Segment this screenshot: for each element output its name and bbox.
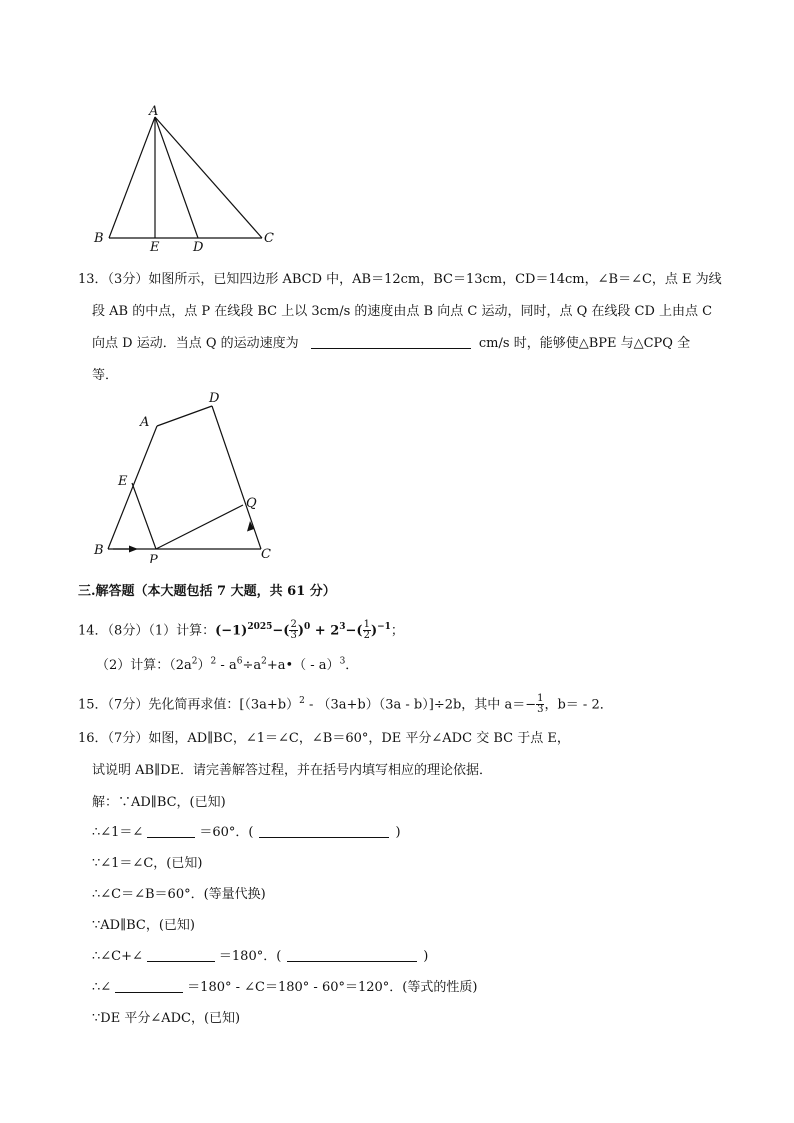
- expr-part: ÷a: [242, 658, 262, 673]
- section-header: 三.解答题（本大题包括 7 大题，共 61 分）: [78, 584, 336, 599]
- segment-ep: [132, 483, 156, 549]
- label-d: D: [193, 240, 204, 255]
- q16-step7: [92, 976, 477, 995]
- fraction-denominator: 3: [290, 630, 297, 642]
- q14-term2-close: ): [297, 623, 304, 639]
- label-e: E: [118, 474, 128, 489]
- q13-line3: [92, 332, 690, 351]
- fraction-numerator: 2: [290, 619, 297, 631]
- fraction-numerator: 1: [537, 693, 544, 705]
- q16-step4: ∴∠C＝∠B＝60°．(等量代换): [92, 887, 266, 902]
- q13-line1: 13．（3分）如图所示，已知四边形 ABCD 中，AB＝12cm，BC＝13cm，CD＝14cm，∠B＝∠C，点 E 为线: [78, 272, 722, 287]
- q13-line2: 段 AB 的中点，点 P 在线段 BC 上以 3cm/s 的速度由点 B 向点 C 运动，同时，点 Q 在线段 CD 上由点 C: [92, 304, 713, 319]
- segment-ad: [157, 406, 212, 426]
- expr-part: ）: [197, 658, 211, 673]
- label-a: A: [140, 415, 150, 430]
- segment-dc: [212, 406, 261, 549]
- step-text: ∴∠C+∠: [92, 949, 143, 964]
- q16-step3: ∵∠1＝∠C，(已知): [92, 856, 203, 871]
- fraction-denominator: 3: [537, 704, 544, 716]
- q14-part2-label: （2）计算：（2a: [96, 658, 192, 673]
- label-c: C: [264, 231, 274, 246]
- quadrilateral-figure: [88, 388, 288, 563]
- exp: 2: [191, 656, 198, 667]
- exp: 2: [210, 656, 217, 667]
- step2-angle-blank[interactable]: [147, 825, 195, 838]
- label-q: Q: [246, 496, 257, 511]
- q14-term1: (−1): [215, 623, 248, 639]
- q14-part1-end: ；: [390, 623, 404, 639]
- q15-text-start: 15．（7分）先化简再求值：[（3a+b）: [78, 697, 300, 713]
- segment-ad: [155, 117, 198, 238]
- step7-angle-blank[interactable]: [115, 980, 183, 993]
- label-e: E: [150, 240, 160, 255]
- q15: [78, 688, 613, 718]
- q16-line2: 试说明 AB∥DE．请完善解答过程，并在括号内填写相应的理论依据．: [92, 763, 492, 778]
- step-text: ∴∠1＝∠: [92, 825, 144, 840]
- q15-text-mid: - （3a+b）（3a - b）]÷2b，其中 a＝−: [304, 697, 537, 713]
- q16-line1: 16．（7分）如图，AD∥BC，∠1＝∠C，∠B＝60°，DE 平分∠ADC 交 BC 于点 E，: [78, 731, 570, 746]
- q14-part1: [78, 614, 404, 644]
- step6-angle-blank[interactable]: [147, 949, 215, 962]
- exp: 2: [261, 656, 267, 667]
- q13-answer-blank[interactable]: [311, 336, 471, 349]
- step-text: ∴∠: [92, 980, 112, 995]
- fraction-two-thirds: [289, 620, 297, 641]
- q13-line3-end: cm/s 时，能够使△BPE 与△CPQ 全: [478, 336, 691, 351]
- step-text: ＝60°．(: [199, 825, 254, 840]
- q14-exp1: 2025: [247, 622, 273, 632]
- segment-pq: [156, 505, 243, 549]
- q14-term4-close: ): [370, 623, 378, 639]
- triangle-figure: [90, 100, 290, 255]
- arrow-b-to-p: [113, 546, 138, 553]
- step6-reason-blank[interactable]: [287, 949, 417, 962]
- fraction-numerator: 1: [363, 619, 370, 631]
- q14-label: 14．（8分）（1）计算：: [78, 623, 216, 639]
- fraction-denominator: 2: [363, 630, 370, 642]
- label-p: P: [149, 553, 158, 563]
- label-c: C: [261, 547, 271, 562]
- label-b: B: [94, 543, 104, 558]
- q14-exp4: −1: [377, 622, 391, 632]
- step2-reason-blank[interactable]: [259, 825, 389, 838]
- q15-exp: 2: [299, 696, 305, 706]
- q13-line4: 等．: [92, 368, 119, 383]
- q16-step6: [92, 945, 428, 964]
- q14-term2-open: −(: [272, 623, 290, 639]
- q16-step8: ∵DE 平分∠ADC，(已知): [92, 1011, 241, 1026]
- q14-exp2: 0: [303, 622, 311, 632]
- q14-term3: + 2: [310, 623, 340, 639]
- q16-step1: 解：∵AD∥BC，(已知): [92, 795, 226, 810]
- segment-ab: [109, 117, 155, 238]
- step-text: ＝180°．(: [218, 949, 282, 964]
- expr-part: ．: [345, 658, 359, 673]
- q15-text-end: ，b＝ - 2．: [544, 697, 613, 713]
- q13-line3-start: 向点 D 运动．当点 Q 的运动速度为: [92, 336, 299, 351]
- q14-part2: [96, 654, 358, 673]
- segment-ac: [155, 117, 262, 238]
- label-a: A: [149, 104, 159, 119]
- exp: 3: [339, 656, 346, 667]
- expr-part: - a: [216, 658, 237, 673]
- q16-step2: [92, 821, 401, 840]
- label-d: D: [209, 391, 220, 406]
- expr-part: +a•（ - a）: [266, 658, 340, 673]
- step-text: ): [395, 825, 401, 840]
- q16-step5: ∵AD∥BC，(已知): [92, 918, 195, 933]
- exp: 6: [236, 656, 243, 667]
- label-b: B: [94, 231, 104, 246]
- step-text: ＝180° - ∠C＝180° - 60°＝120°．(等式的性质): [187, 980, 478, 995]
- fraction-one-half: [363, 620, 371, 641]
- q14-term4-open: −(: [345, 623, 363, 639]
- step-text: ): [423, 949, 429, 964]
- q14-exp3: 3: [339, 622, 346, 632]
